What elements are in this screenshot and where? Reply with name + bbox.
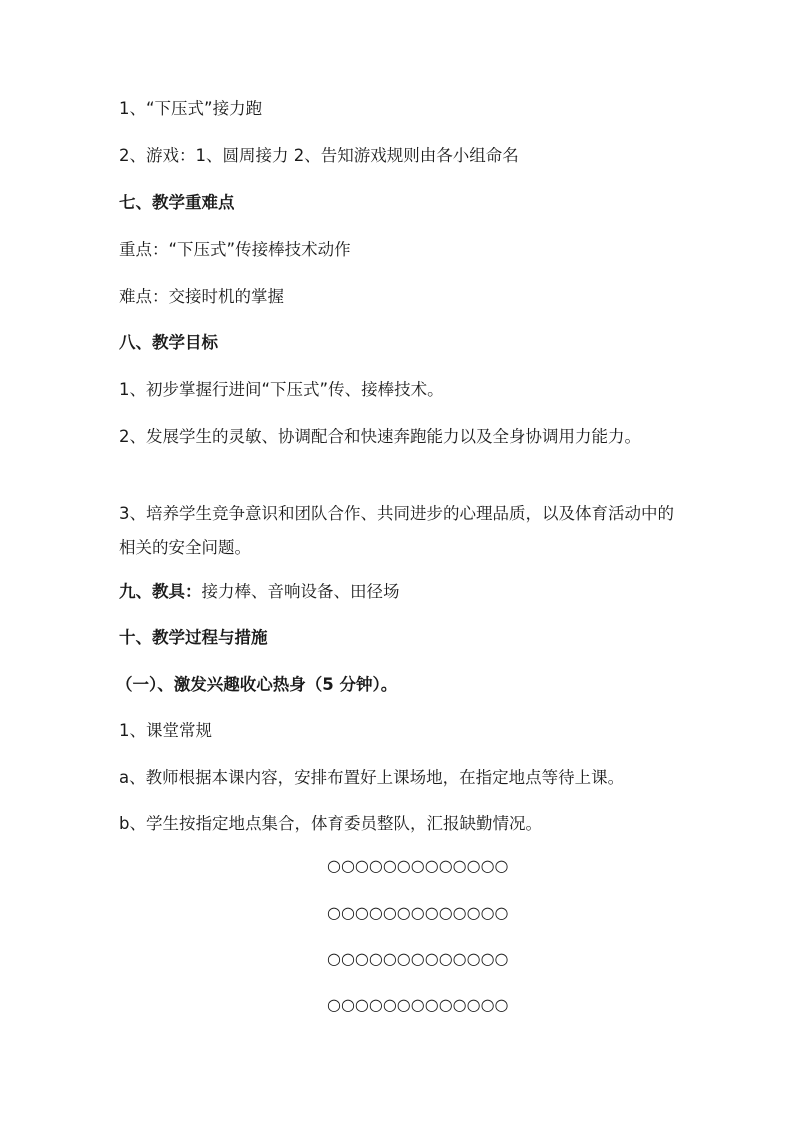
heading-teaching-process: 十、教学过程与措施 bbox=[119, 628, 268, 647]
teaching-aids-label: 九、教具： bbox=[119, 582, 202, 601]
item-relay-race: 1、“下压式”接力跑 bbox=[119, 99, 263, 118]
heading-key-difficulties: 七、教学重难点 bbox=[119, 193, 235, 212]
difficult-point: 难点：交接时机的掌握 bbox=[119, 287, 284, 306]
heading-teaching-goals: 八、教学目标 bbox=[119, 333, 218, 352]
routine-b: b、学生按指定地点集合，体育委员整队，汇报缺勤情况。 bbox=[119, 814, 542, 833]
goal-1: 1、初步掌握行进间“下压式”传、接棒技术。 bbox=[119, 380, 444, 399]
item-game: 2、游戏：1、圆周接力 2、告知游戏规则由各小组命名 bbox=[119, 146, 519, 165]
item-class-routine: 1、课堂常规 bbox=[119, 721, 212, 740]
formation-row-1: ○○○○○○○○○○○○○ bbox=[327, 856, 509, 875]
formation-row-3: ○○○○○○○○○○○○○ bbox=[327, 949, 509, 968]
goal-3: 3、培养学生竞争意识和团队合作、共同进步的心理品质，以及体育活动中的相关的安全问题。 bbox=[119, 504, 674, 557]
key-point: 重点：“下压式”传接棒技术动作 bbox=[119, 240, 351, 259]
goal-2: 2、发展学生的灵敏、协调配合和快速奔跑能力以及全身协调用力能力。 bbox=[119, 427, 641, 446]
section-warmup: （一）、激发兴趣收心热身（5 分钟）。 bbox=[116, 675, 398, 694]
formation-row-2: ○○○○○○○○○○○○○ bbox=[327, 903, 509, 922]
formation-row-4: ○○○○○○○○○○○○○ bbox=[327, 995, 509, 1014]
teaching-aids-list: 接力棒、音响设备、田径场 bbox=[201, 582, 400, 601]
routine-a: a、教师根据本课内容，安排布置好上课场地，在指定地点等待上课。 bbox=[119, 768, 625, 787]
heading-teaching-aids bbox=[119, 581, 689, 603]
